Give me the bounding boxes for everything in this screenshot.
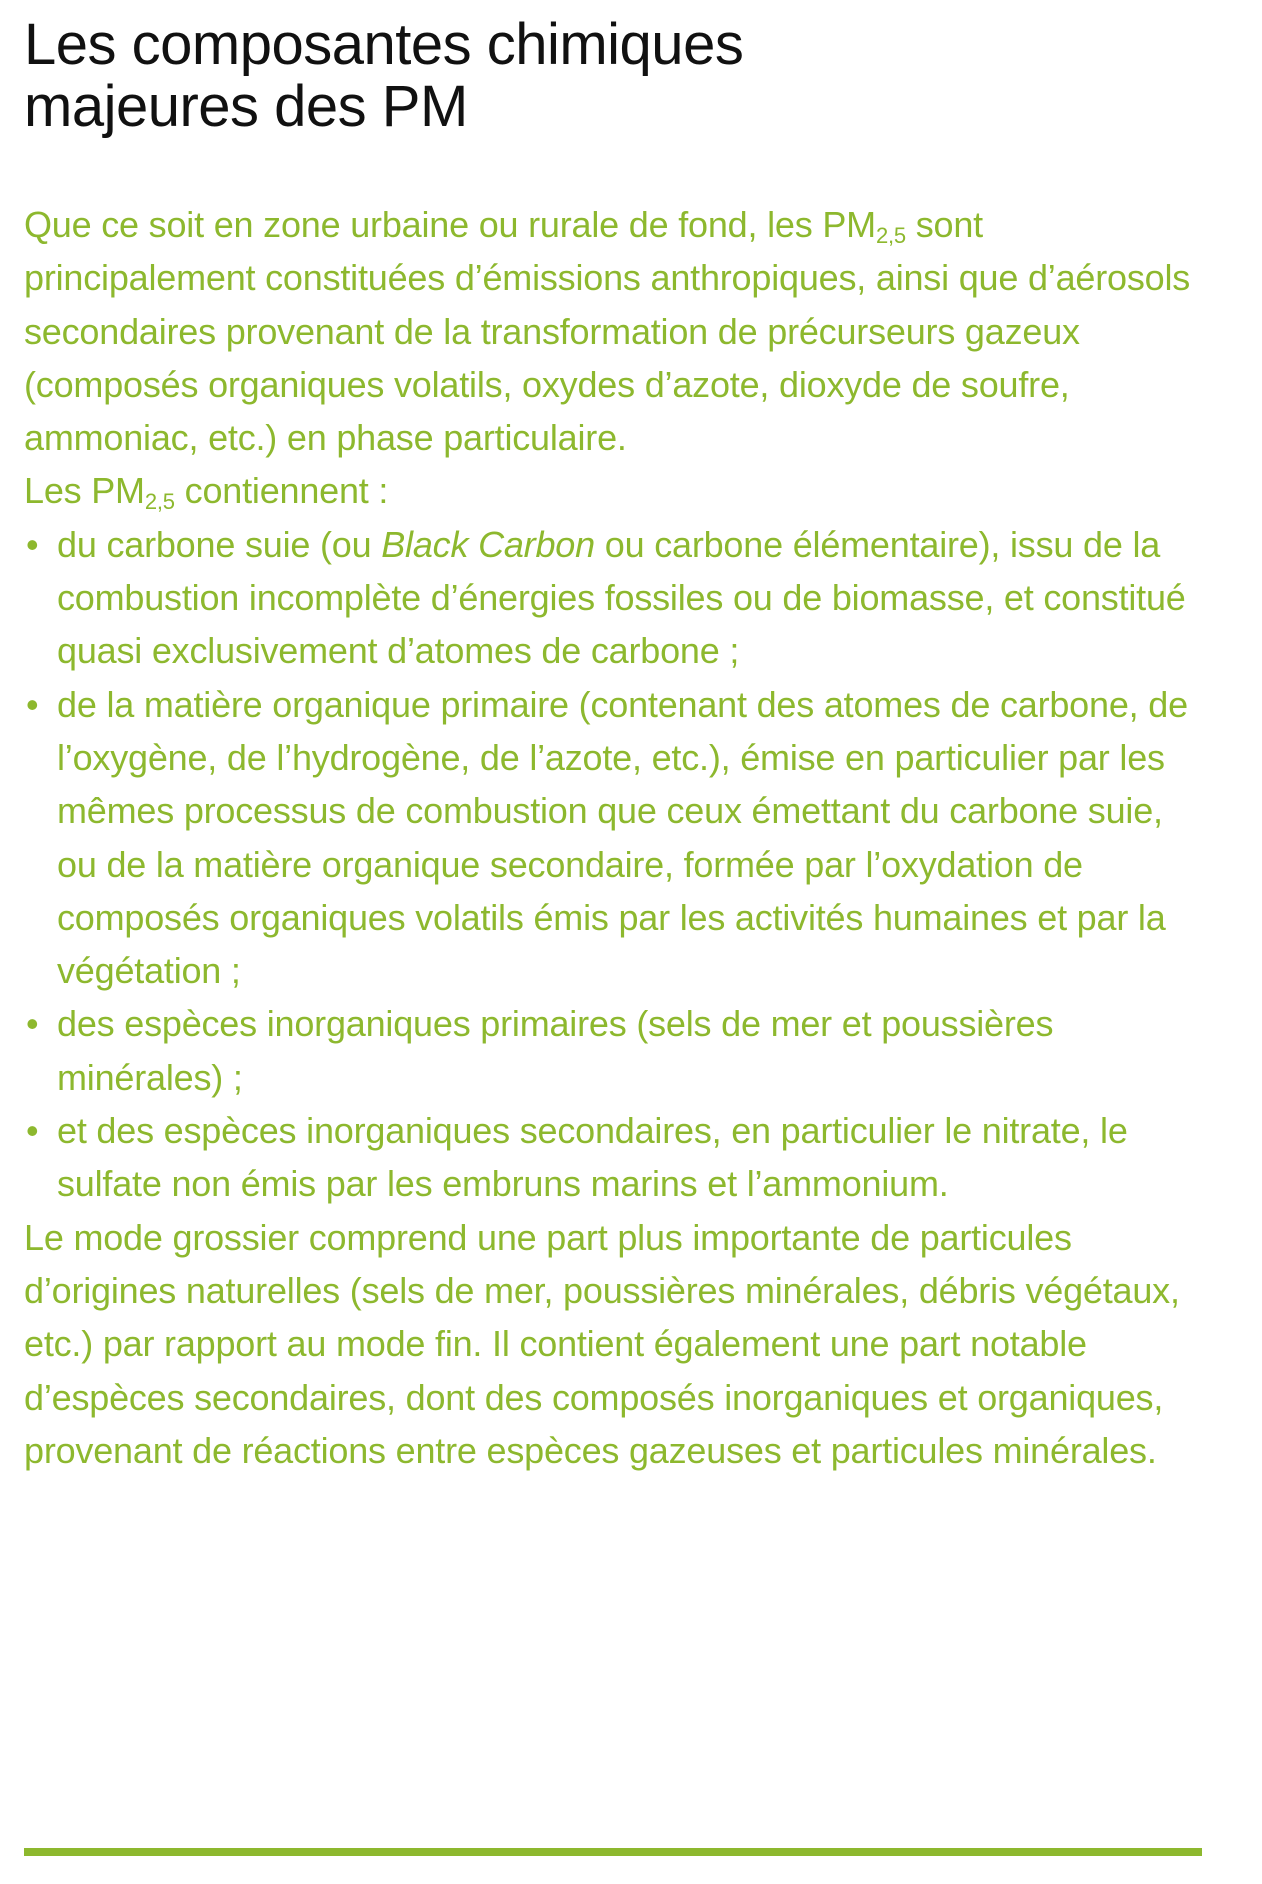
- list-item-text: du carbone suie (ou: [57, 523, 382, 565]
- bullet-icon: •: [26, 1003, 39, 1045]
- list-item-italic: Black Carbon: [381, 523, 595, 565]
- document-page: [24, 0, 1204, 1477]
- list-item: [24, 518, 1204, 678]
- list-item: [24, 1104, 1204, 1211]
- title-line-2: majeures des PM: [24, 74, 468, 139]
- list-item: [24, 997, 1204, 1104]
- bullet-icon: •: [26, 683, 39, 725]
- lead-paragraph: [24, 464, 1204, 517]
- list-item-text: ou carbone élémentaire), issu de la combustion incomplète d’énergies fossiles ou de biomasse, et constitué quasi exclusivement d’atomes de carbone ;: [57, 523, 1186, 672]
- intro-paragraph: [24, 198, 1204, 464]
- closing-paragraph: Le mode grossier comprend une part plus importante de particules d’origines naturelles (sels de mer, poussières minérales, débris végétaux, etc.) par rapport au mode fin. Il contient également une part notable d’espèces secondaires, dont des composés inorganiques et organiques, provenant de réactions entre espèces gazeuses et particules minérales.: [24, 1216, 1180, 1471]
- lead-subscript: 2,5: [144, 489, 175, 515]
- list-item-text: des espèces inorganiques primaires (sels de mer et poussières minérales) ;: [57, 1003, 1054, 1098]
- body-text: [24, 198, 1204, 1477]
- list-item-text: de la matière organique primaire (contenant des atomes de carbone, de l’oxygène, de l’hydrogène, de l’azote, etc.), émise en particulier par les mêmes processus de combustion que ceux émettant du carbone suie, ou de la matière organique secondaire, formée par l’oxydation de composés organiques volatils émis par les activités humaines et par la végétation ;: [57, 683, 1188, 992]
- list-item-text: et des espèces inorganiques secondaires, en particulier le nitrate, le sulfate non émis par les embruns marins et l’ammonium.: [57, 1110, 1128, 1205]
- bullet-icon: •: [26, 523, 39, 565]
- page-title: [24, 0, 1204, 138]
- list-item: [24, 678, 1204, 998]
- intro-text-b: sont principalement constituées d’émissions anthropiques, ainsi que d’aérosols secondaires provenant de la transformation de précurseurs gazeux (composés organiques volatils, oxydes d’azote, dioxyde de soufre, ammoniac, etc.) en phase particulaire.: [24, 204, 1191, 459]
- bullet-icon: •: [26, 1110, 39, 1152]
- intro-subscript: 2,5: [875, 223, 906, 248]
- bottom-divider: [24, 1848, 1202, 1856]
- lead-text-a: Les PM: [24, 470, 145, 512]
- title-line-1: Les composantes chimiques: [24, 12, 744, 77]
- lead-text-b: contiennent :: [174, 470, 389, 512]
- component-list: [24, 518, 1204, 1211]
- intro-text-a: Que ce soit en zone urbaine ou rurale de fond, les PM: [24, 204, 876, 245]
